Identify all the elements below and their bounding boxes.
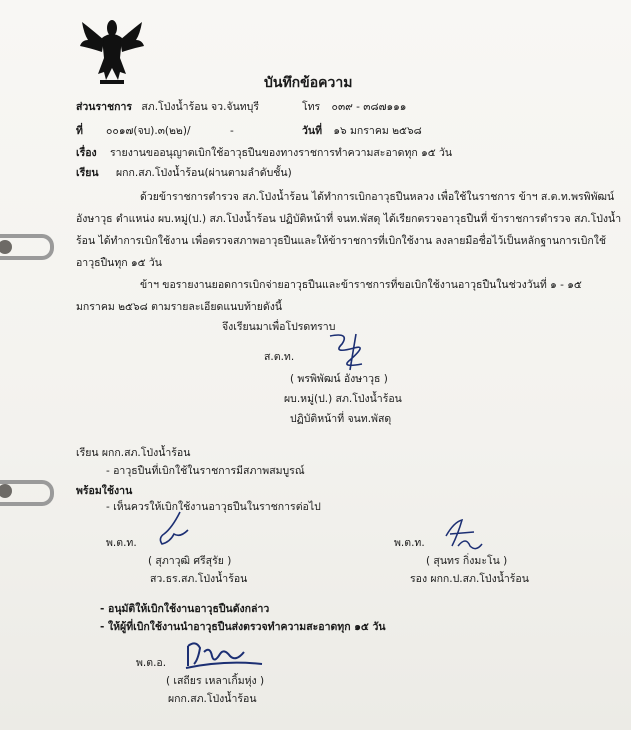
endorse-item-2: - เห็นควรให้เบิกใช้งานอาวุธปืนในราชการต่อไป [106,501,321,513]
order-line-2: - ให้ผู้ที่เบิกใช้งานนำอาวุธปืนส่งตรวจทำความสะอาดทุก ๑๕ วัน [100,621,386,633]
body-p1-line2: อังษาวุธ ตำแหน่ง ผบ.หมู่(ป.) สภ.โป่งน้ำร้อน ปฏิบัติหน้าที่ จนท.พัสดุ ได้เรียกตรวจอาวุธปืนที่ ข้าราชการตำรวจ สภ.โป่งน้ำ [76,213,622,225]
tel-value: ๐๓๙ - ๓๘๗๑๑๑ [331,101,407,113]
subject-label: เรื่อง [76,147,97,159]
sig1-name: ( พรพิพัฒน์ อังษาวุธ ) [290,373,388,385]
body-p2-line2: มกราคม ๒๕๖๘ ตามรายละเอียดแนบท้ายดังนี้ [76,301,283,313]
body-p1-line4: อาวุธปืนทุก ๑๕ วัน [76,257,162,269]
ref-label: ที่ [76,125,83,137]
ref-dash: - [230,125,234,137]
signature-4-icon [184,638,264,672]
body-p1-line3: ร้อน ได้ทำการเบิกใช้งาน เพื่อตรวจสภาพอาวุธปืนและให้ข้าราชการที่เบิกใช้งาน ลงลายมือชื่อไว้เป็นหลักฐานการเบิกใช้ [76,235,606,247]
sig2-name: ( สุภาวุฒิ ศรีสุรัย ) [148,555,232,567]
endorse-item-1: - อาวุธปืนที่เบิกใช้ในราชการมีสภาพสมบูรณ์ [106,465,305,477]
org-value: สภ.โป่งน้ำร้อน จว.จันทบุรี [141,101,259,113]
sig3-rank: พ.ต.ท. [394,537,425,549]
to-label: เรียน [76,167,99,179]
tel-label: โทร [302,101,321,113]
sig1-rank: ส.ต.ท. [264,351,295,363]
org-label: ส่วนราชการ [76,101,133,113]
tel-row [302,100,406,115]
endorse-to: เรียน ผกก.สภ.โป่งน้ำร้อน [76,447,191,459]
closing-text: จึงเรียนมาเพื่อโปรดทราบ [222,321,336,333]
sig4-rank: พ.ต.อ. [136,657,167,669]
sig1-duty: ปฏิบัติหน้าที่ จนท.พัสดุ [290,413,392,425]
body-p2-line1: ข้าฯ ขอรายงานยอดการเบิกจ่ายอาวุธปืนและข้าราชการที่ขอเบิกใช้งานอาวุธปืนในช่วงวันที่ ๑ - ๑๕ [140,279,582,291]
sig4-position: ผกก.สภ.โป่งน้ำร้อน [168,693,257,705]
org-row [76,100,259,115]
sig2-rank: พ.ต.ท. [106,537,137,549]
subject-value: รายงานขออนุญาตเบิกใช้อาวุธปืนของทางราชการทำความสะอาดทุก ๑๕ วัน [110,147,453,159]
page-title: บันทึกข้อความ [264,75,353,91]
sig3-position: รอง ผกก.ป.สภ.โป่งน้ำร้อน [410,573,529,585]
date-row [302,124,422,139]
date-value: ๑๖ มกราคม ๒๕๖๘ [333,125,422,137]
sig1-position: ผบ.หมู่(ป.) สภ.โป่งน้ำร้อน [284,393,402,405]
to-value: ผกก.สภ.โป่งน้ำร้อน(ผ่านตามลำดับชั้น) [116,167,292,179]
sig2-position: สว.ธร.สภ.โป่งน้ำร้อน [150,573,248,585]
signature-3-icon [440,516,486,556]
date-label: วันที่ [302,125,322,137]
order-line-1: - อนุมัติให้เบิกใช้งานอาวุธปืนดังกล่าว [100,603,270,615]
garuda-emblem-icon [80,18,144,88]
signature-2-icon [150,508,194,548]
signature-1-icon [320,330,380,372]
sig3-name: ( สุนทร กิ่งมะโน ) [426,555,508,567]
endorse-ready: พร้อมใช้งาน [76,485,133,497]
sig4-name: ( เสถียร เหลาเกิ้มหุ่ง ) [166,675,265,687]
ref-value: ๐๐๑๗(จบ).๓(๒๒)/ [106,125,191,137]
body-p1-line1: ด้วยข้าราชการตำรวจ สภ.โป่งน้ำร้อน ได้ทำการเบิกอาวุธปืนหลวง เพื่อใช้ในราชการ ข้าฯ ส.ต.ท.พรพิพัฒน์ [140,191,615,203]
